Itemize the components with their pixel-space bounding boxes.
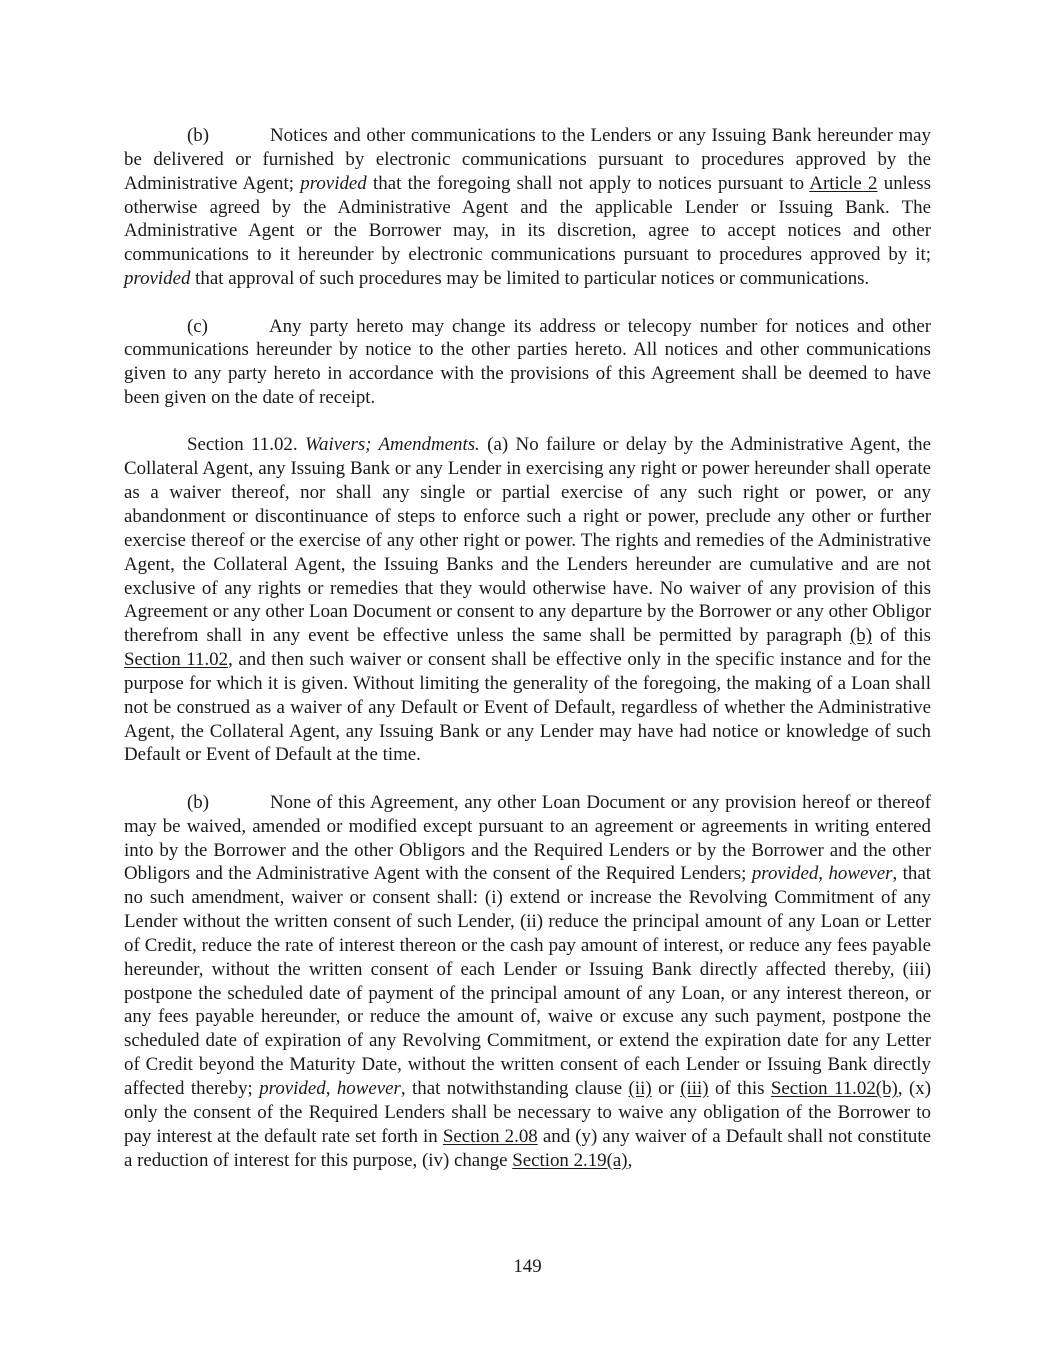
paragraph-notices-electronic <box>124 124 931 291</box>
section-heading-number: Section 11.02. <box>187 434 305 456</box>
paragraph-text: that approval of such procedures may be limited to particular notices or communications. <box>190 268 870 290</box>
paragraph-text: , <box>627 1149 633 1171</box>
paragraph-label: (b) <box>187 125 210 146</box>
cross-reference-clause-ii: (ii) <box>628 1078 652 1099</box>
italic-term: provided <box>259 1078 326 1099</box>
cross-reference-section-2-08: Section 2.08 <box>442 1125 538 1147</box>
cross-reference-section-2-19-a: Section 2.19(a) <box>512 1149 628 1171</box>
paragraph-section-11-02 <box>124 433 931 767</box>
paragraph-text: of this <box>871 625 932 647</box>
paragraph-text: of this <box>708 1078 771 1099</box>
italic-term: however <box>828 863 893 885</box>
italic-term: however <box>336 1078 401 1099</box>
paragraph-text: , <box>818 863 829 885</box>
section-heading-title: Waivers; Amendments. <box>305 434 480 456</box>
cross-reference-article-2: Article 2 <box>809 172 878 194</box>
paragraph-text: , (x) only the consent of the Required Lenders shall be necessary to waive any obligation of the Borrower to pay interest at the default rate set forth in <box>124 1078 931 1147</box>
paragraph-text: , <box>325 1078 337 1099</box>
paragraph-label: (b) <box>187 791 210 813</box>
paragraph-label: (c) <box>187 315 208 337</box>
paragraph-text: , that notwithstanding clause <box>400 1078 629 1099</box>
italic-term: provided <box>751 863 819 885</box>
italic-term: provided <box>124 268 191 290</box>
paragraph-text: , and then such waiver or consent shall be effective only in the specific instance and for the purpose for which it is given. Without limiting the generality of the foregoing, the making of a Loan shall not be construed as a waiver of any Default or Event of Default, regardless of whether the Administrative Agent, the Collateral Agent, any Issuing Bank or any Lender may have had notice or knowledge of such Default or Event of Default at the time. <box>124 649 931 766</box>
paragraph-amendments <box>124 791 931 1173</box>
page-number: 149 <box>513 1256 542 1277</box>
paragraph-text: and (y) any waiver of a Default shall not constitute a reduction of interest for this purpose, (iv) change <box>124 1125 931 1171</box>
paragraph-text: Notices and other communications to the Lenders or any Issuing Bank hereunder may be delivered or furnished by electronic communications pursuant to procedures approved by the Administrative Agent; <box>124 125 931 194</box>
paragraph-text: unless otherwise agreed by the Administrative Agent and the applicable Lender or Issuing Bank. The Administrative Agent or the Borrower may, in its discretion, agree to accept notices and other communications to it hereunder by electronic communications pursuant to procedures approved by it; <box>124 172 931 266</box>
paragraph-text: or <box>651 1078 681 1099</box>
paragraph-change-address <box>124 315 931 410</box>
cross-reference-section-11-02: Section 11.02 <box>124 649 229 671</box>
document-page <box>124 124 931 1196</box>
cross-reference-paragraph-b: (b) <box>849 625 872 647</box>
paragraph-text: that the foregoing shall not apply to notices pursuant to <box>366 172 810 194</box>
paragraph-text: None of this Agreement, any other Loan Document or any provision hereof or thereof may be waived, amended or modified except pursuant to an agreement or agreements in writing entered into by the Borrower and the other Obligors and the Required Lenders or by the Borrower and the other Obligors and the Administrative Agent with the consent of the Required Lenders; <box>124 791 931 885</box>
paragraph-text: Any party hereto may change its address or telecopy number for notices and other communications hereunder by notice to the other parties hereto. All notices and other communications given to any party hereto in accordance with the provisions of this Agreement shall be deemed to have been given on the date of receipt. <box>124 315 931 409</box>
paragraph-text: (a) No failure or delay by the Administrative Agent, the Collateral Agent, any Issuing Bank or any Lender in exercising any right or power hereunder shall operate as a waiver thereof, nor shall any single or partial exercise of any such right or power, or any abandonment or discontinuance of steps to enforce such a right or power, preclude any other or further exercise thereof or the exercise of any other right or power. The rights and remedies of the Administrative Agent, the Collateral Agent, the Issuing Banks and the Lenders hereunder are cumulative and are not exclusive of any rights or remedies that they would otherwise have. No waiver of any provision of this Agreement or any other Loan Document or consent to any departure by the Borrower or any other Obligor therefrom shall in any event be effective unless the same shall be permitted by paragraph <box>124 434 931 647</box>
italic-term: provided <box>300 172 367 194</box>
cross-reference-section-11-02-b: Section 11.02(b) <box>770 1078 898 1099</box>
cross-reference-clause-iii: (iii) <box>680 1078 709 1099</box>
paragraph-text: , that no such amendment, waiver or consent shall: (i) extend or increase the Revolving Commitment of any Lender without the written consent of such Lender, (ii) reduce the principal amount of any Loan or Letter of Credit, reduce the rate of interest thereon or the cash pay amount of interest, or reduce any fees payable hereunder, without the written consent of each Lender or Issuing Bank directly affected thereby, (iii) postpone the scheduled date of payment of the principal amount of any Loan, or any interest thereon, or any fees payable hereunder, or reduce the amount of, waive or excuse any such payment, postpone the scheduled date of expiration of any Revolving Commitment, or extend the expiration date for any Letter of Credit beyond the Maturity Date, without the written consent of each Lender or Issuing Bank directly affected thereby; <box>124 863 931 1099</box>
